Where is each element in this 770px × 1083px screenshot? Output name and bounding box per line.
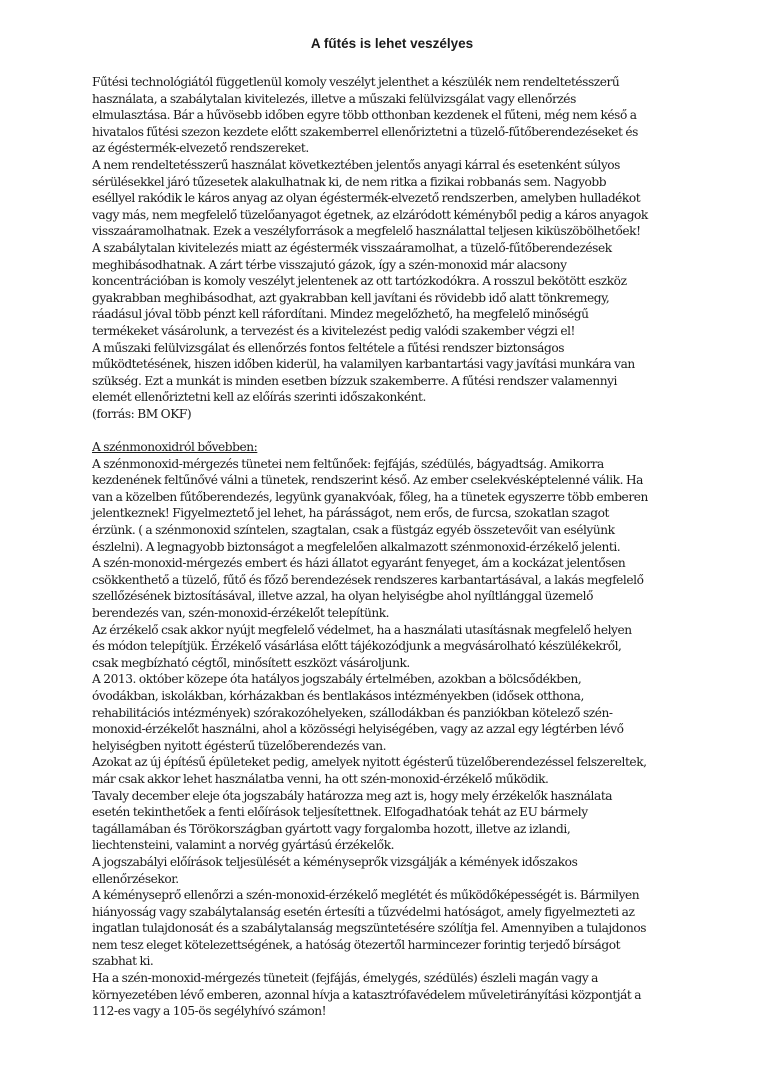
source-line: (forrás: BM OKF) xyxy=(92,406,192,421)
text-line: tagállamában és Törökországban gyártott vagy forgalomba hozott, illetve az izlandi, xyxy=(92,821,571,836)
text-line: ingatlan tulajdonosát és a szabálytalanság megszüntetésére szólítja fel. Amennyiben a tulajdonos xyxy=(92,921,647,936)
text-line: elmulasztása. Bár a hűvösebb időben egyre több otthonban kezdenek el fűteni, még nem késő a xyxy=(92,108,637,123)
text-line: érzünk. ( a szénmonoxid színtelen, szagtalan, csak a füstgáz egyéb összetevőit van esélyünk xyxy=(92,523,615,538)
intro-section xyxy=(92,74,702,406)
text-line: rehabilitációs intézmények) szórakozóhelyeken, szállodákban és panziókban kötelező szén- xyxy=(92,705,613,720)
text-line: A 2013. október közepe óta hatályos jogszabály értelmében, azokban a bölcsődékben, xyxy=(92,672,582,687)
text-line: monoxid-érzékelőt használni, ahol a közösségi helyiségében, vagy az azzal egy légtérben lévő xyxy=(92,722,624,737)
paragraph xyxy=(92,887,702,970)
text-line: 112-es vagy a 105-ös segélyhívó számon! xyxy=(92,1004,327,1019)
text-line: jelentkeznek! Figyelmeztető jel lehet, ha párásságot, nem erős, de furcsa, szokatlan szagot xyxy=(92,506,609,521)
paragraph xyxy=(92,456,702,556)
text-line: csak megbízható cégtől, minősített eszközt vásároljunk. xyxy=(92,655,410,670)
text-line: gyakrabban meghibásodhat, azt gyakrabban kell javítani és rövidebb idő alatt tönkremegy, xyxy=(92,290,610,305)
text-line: A szénmonoxid-mérgezés tünetei nem feltűnőek: fejfájás, szédülés, bágyadtság. Amikorra xyxy=(92,456,604,471)
paragraph xyxy=(92,240,702,340)
text-line: az égéstermék-elvezető rendszereket. xyxy=(92,141,309,156)
paragraph xyxy=(92,671,702,754)
paragraph xyxy=(92,622,702,672)
paragraph xyxy=(92,754,702,787)
text-line: termékeket vásárolunk, a tervezést és a kivitelezést pedig valódi szakember végzi el! xyxy=(92,323,576,338)
text-line: meghibásodhatnak. A zárt térbe visszajutó gázok, így a szén-monoxid már alacsony xyxy=(92,257,567,272)
text-line: A szén-monoxid-mérgezés embert és házi állatot egyaránt fenyeget, ám a kockázat jelentősen xyxy=(92,556,626,571)
text-line: A műszaki felülvizsgálat és ellenőrzés fontos feltétele a fűtési rendszer biztonságos xyxy=(92,340,565,355)
text-line: nem tesz eleget kötelezettségének, a hatóság ötezertől harmincezer forintig terjedő bírságot xyxy=(92,937,621,952)
paragraph xyxy=(92,970,702,1020)
paragraph xyxy=(92,854,702,887)
text-line: A nem rendeltetésszerű használat következtében jelentős anyagi kárral és esetenként súlyos xyxy=(92,157,620,172)
paragraph xyxy=(92,157,702,240)
text-line: Fűtési technológiától függetlenül komoly veszélyt jelenthet a készülék nem rendeltetésszerű xyxy=(92,75,620,89)
text-line: Azokat az új építésű épületeket pedig, amelyek nyitott égésterű tüzelőberendezéssel felszereltek, xyxy=(92,755,647,770)
carbon-monoxide-section xyxy=(92,456,702,1020)
text-line: sérülésekkel járó tűzesetek alakulhatnak ki, de nem ritka a fizikai robbanás sem. Nagyobb xyxy=(92,174,607,189)
text-line: hiányosság vagy szabálytalanság esetén értesíti a tűzvédelmi hatóságot, amely figyelmezteti az xyxy=(92,904,635,919)
text-line: Ha a szén-monoxid-mérgezés tüneteit (fejfájás, émelygés, szédülés) észleli magán vagy a xyxy=(92,971,599,986)
text-line: használata, a szabálytalan kivitelezés, illetve a műszaki felülvizsgálat vagy ellenőrzés xyxy=(92,91,576,106)
text-line: szabhat ki. xyxy=(92,954,154,969)
text-line: A jogszabályi előírások teljesülését a kéményseprők vizsgálják a kémények időszakos xyxy=(92,854,578,869)
text-line: liechtensteini, valamint a norvég gyártású érzékelők. xyxy=(92,838,395,853)
text-line: szükség. Ezt a munkát is minden esetben bízzuk szakemberre. A fűtési rendszer valamennyi xyxy=(92,373,618,388)
text-line: ráadásul jóval több pénzt kell ráfordítani. Mindez megelőzhető, ha megfelelő minőségű xyxy=(92,307,589,322)
text-line: működtetésének, hiszen időben kiderül, ha valamilyen karbantartási vagy javítási munkára van xyxy=(92,357,635,372)
text-line: szellőzésének biztosításával, illetve azzal, ha olyan helyiségbe ahol nyíltlánggal üzemelő xyxy=(92,589,594,604)
text-line: eséllyel rakódik le káros anyag az olyan égéstermék-elvezető rendszerben, amelyben hulladékot xyxy=(92,191,641,206)
blank-line xyxy=(92,422,702,439)
text-line: ellenőrzésekor. xyxy=(92,871,179,886)
text-line: már csak akkor lehet használatba venni, ha ott szén-monoxid-érzékelő működik. xyxy=(92,771,549,786)
paragraph xyxy=(92,555,702,621)
document-title: A fűtés is lehet veszélyes xyxy=(310,36,474,51)
text-line: esetén tekinthetőek a fenti előírások teljesítettnek. Elfogadhatóak tehát az EU bármely xyxy=(92,805,588,820)
text-line: hivatalos fűtési szezon kezdete előtt szakemberrel ellenőriztetni a tüzelő-fűtőberendezéseket és xyxy=(92,124,638,139)
text-line: koncentrációban is komoly veszélyt jelentenek az ott tartózkodókra. A rosszul bekötött eszköz xyxy=(92,274,627,289)
text-line: észlelni). A legnagyobb biztonságot a megfelelően alkalmazott szénmonoxid-érzékelő jelenti. xyxy=(92,539,621,554)
text-line: van a közelben fűtőberendezés, legyünk gyanakvóak, főleg, ha a tünetek egyszerre több emberen xyxy=(92,489,648,504)
document-page xyxy=(92,34,702,1020)
document-body xyxy=(92,74,702,1020)
text-line: vagy más, nem megfelelő tüzelőanyagot égetnek, az elzáródott kéményből pedig a káros anyagok xyxy=(92,207,648,222)
text-line: óvodákban, iskolákban, kórházakban és bentlakásos intézményekben (idősek otthona, xyxy=(92,688,584,703)
text-line: A szabálytalan kivitelezés miatt az égéstermék visszaáramolhat, a tüzelő-fűtőberendezések xyxy=(92,240,612,255)
text-line: kezdenének feltűnővé válni a tünetek, rendszerint késő. Az ember cselekvésképtelenné válik. Ha xyxy=(92,473,643,488)
text-line: berendezés van, szén-monoxid-érzékelőt telepítünk. xyxy=(92,606,390,620)
text-line: környezetében lévő emberen, azonnal hívja a katasztrófavédelem műveletirányítási központját a xyxy=(92,987,642,1002)
paragraph xyxy=(92,788,702,854)
paragraph xyxy=(92,74,702,157)
paragraph xyxy=(92,340,702,406)
text-line: és módon telepítjük. Érzékelő vásárlása előtt tájékozódjunk a megvásárolható készülékekről, xyxy=(92,639,622,654)
text-line: A kéményseprő ellenőrzi a szén-monoxid-érzékelő meglétét és működőképességét is. Bármilyen xyxy=(92,888,640,903)
text-line: elemét ellenőriztetni kell az előírás szerinti időszakonként. xyxy=(92,390,426,405)
text-line: visszaáramolhatnak. Ezek a veszélyforrások a megfelelő használattal teljesen kiküszöbölhetőek! xyxy=(92,224,641,239)
text-line: helyiségben nyitott égésterű tüzelőberendezés van. xyxy=(92,738,387,753)
section-heading: A szénmonoxidról bővebben: xyxy=(92,440,258,455)
text-line: Tavaly december eleje óta jogszabály határozza meg azt is, hogy mely érzékelők használata xyxy=(92,788,613,803)
text-line: Az érzékelő csak akkor nyújt megfelelő védelmet, ha a használati utasításnak megfelelő helyen xyxy=(92,622,632,637)
text-line: csökkenthető a tüzelő, fűtő és főző berendezések rendszeres karbantartásával, a lakás megfelelő xyxy=(92,572,644,587)
